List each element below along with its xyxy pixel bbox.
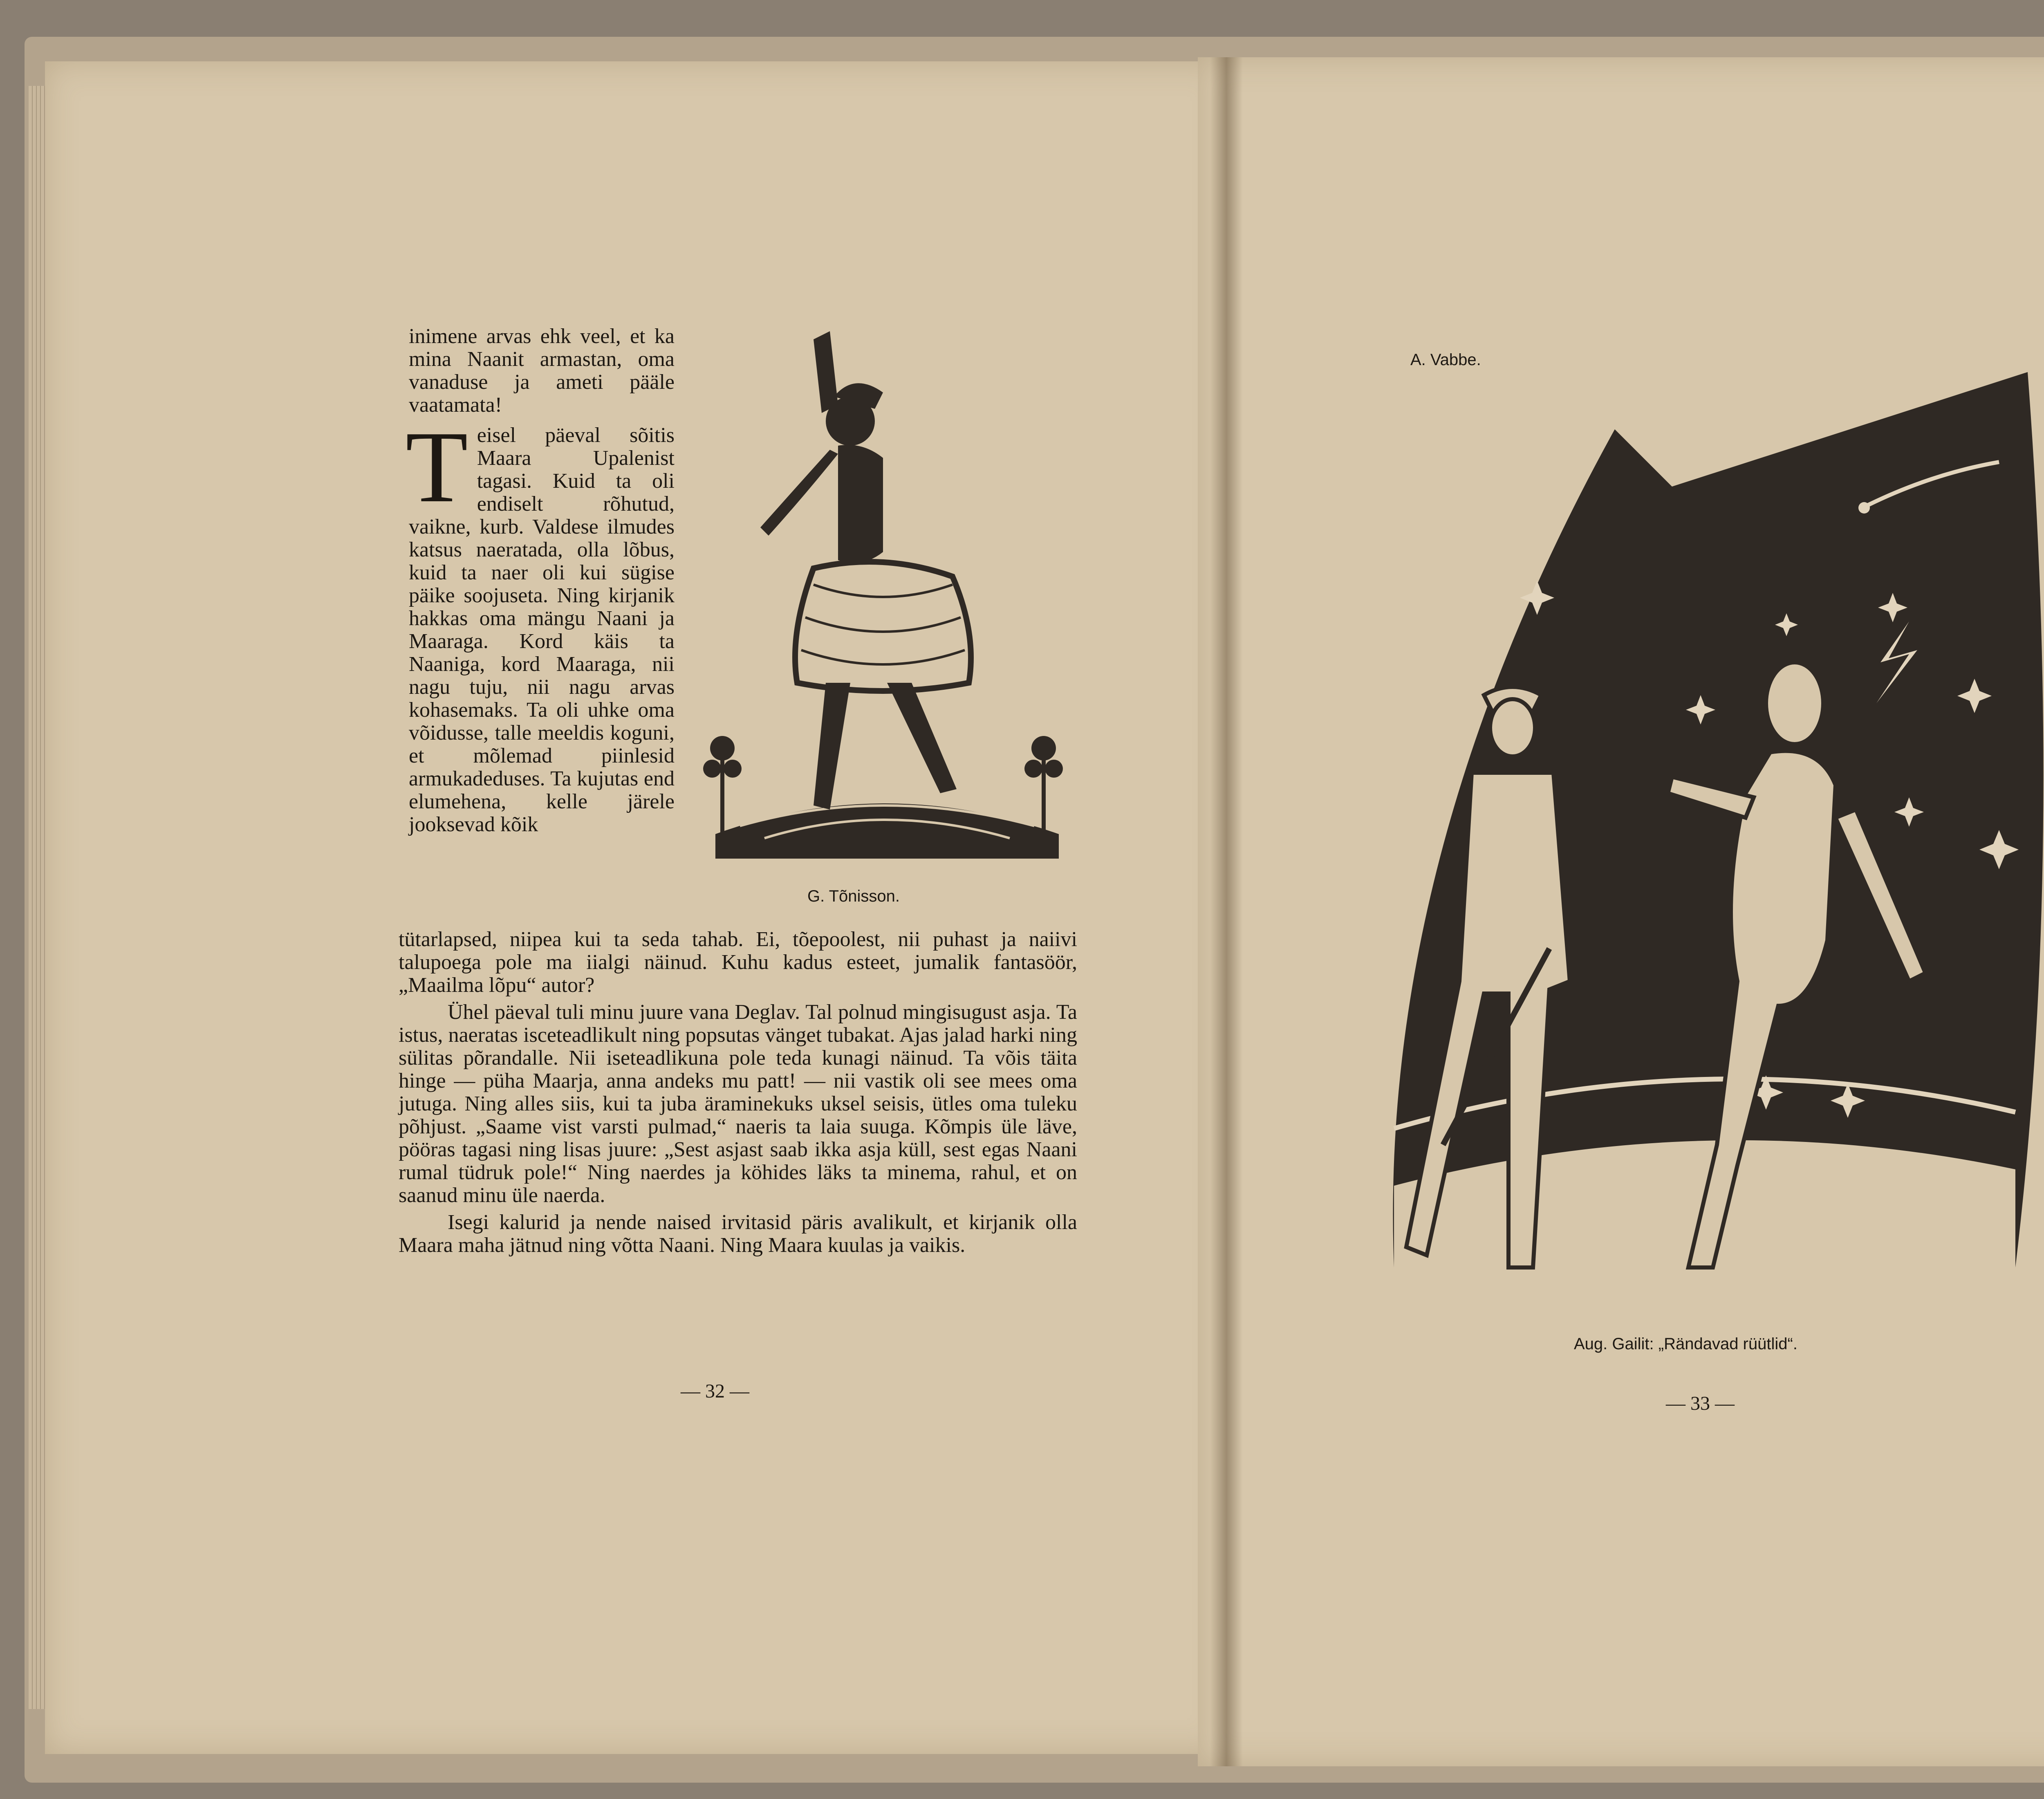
paragraph-with-dropcap [406, 410, 675, 836]
paragraph-last: Isegi kalurid ja nende naised irvitasid päris avalikult, et kirjanik olla Maara maha jätnud ning võtta Naani. Ning Maara kuulas ja vaikis. [399, 1211, 1077, 1257]
left-page-number: — 32 — [681, 1380, 749, 1402]
paragraph-deglav: Ühel päeval tuli minu juure vana Deglav. Tal polnud mingisugust asja. Ta istus, naeratas isceteadlikult ning popsutas vänget tubakat. Ajas jalad harki ning sülitas põrandalle. Nii iseteadlikuna pole teda kunagi näinud. Ta võis täita hinge — püha Maarja, anna andeks mu patt! — nii vastik oli see mees oma jutuga. Ning alles siis, kui ta juba äraminekuks uksel seisis, ütles oma tuleku põhjust. „Saame vist varsti pulmad,“ naeris ta laia suuga. Kõmpis üle läve, pööras tagasi ning lisas juure: „Sest asjast saab ikka asja küll, sest egas Naani rumal tüdruk pole!“ Ning naerdes ja köhides läks ta minema, rahul, et on saanud minu üle naerda. [399, 1000, 1077, 1207]
dropcap-letter: T [406, 410, 468, 524]
paragraph-dropcap-text: eisel päeval sõitis Maara Upalenist tagasi. Kuid ta oli endiselt rõhutud, vaikne, kurb. Valdese ilmudes katsus naeratada, olla lõbus, kuid ta naer oli kui sügise päike soojuseta. Ning kirjanik hakkas oma mängu Naani ja Maaraga. Kord käis ta Naaniga, kord Maaraga, nii nagu tuju, nii nagu arvas kohasemaks. Ta oli uhke oma võidusse, talle meeldis koguni, et mõlemad piinlesid armukadeduses. Ta kujutas end elumehena, kelle järele jooksevad kõik [409, 424, 675, 836]
left-page [45, 61, 1226, 1754]
left-page-narrow-column [406, 325, 675, 836]
right-page-number: — 33 — [1666, 1393, 1735, 1414]
right-illustration-caption: Aug. Gailit: „Rändavad rüütlid“. [1574, 1335, 1797, 1353]
left-illustration-caption: G. Tõnisson. [807, 887, 900, 905]
paragraph-top: inimene arvas ehk veel, et ka mina Naanit armastan, oma vanaduse ja ameti pääle vaatamata! [409, 325, 675, 417]
night-sky-illustration [1378, 368, 2044, 1341]
artist-label: A. Vabbe. [1410, 351, 1481, 369]
book-gutter [1210, 57, 1243, 1766]
paragraph-continued: tütarlapsed, niipea kui ta seda tahab. Ei, tõepoolest, nii puhast ja naiivi talupoega pole ma iialgi näinud. Kuhu kadus esteet, jumalik fantasöör, „Maailma lõpu“ autor? [399, 928, 1077, 997]
dancer-illustration [691, 323, 1075, 863]
left-page-wide-column [399, 928, 1077, 1257]
